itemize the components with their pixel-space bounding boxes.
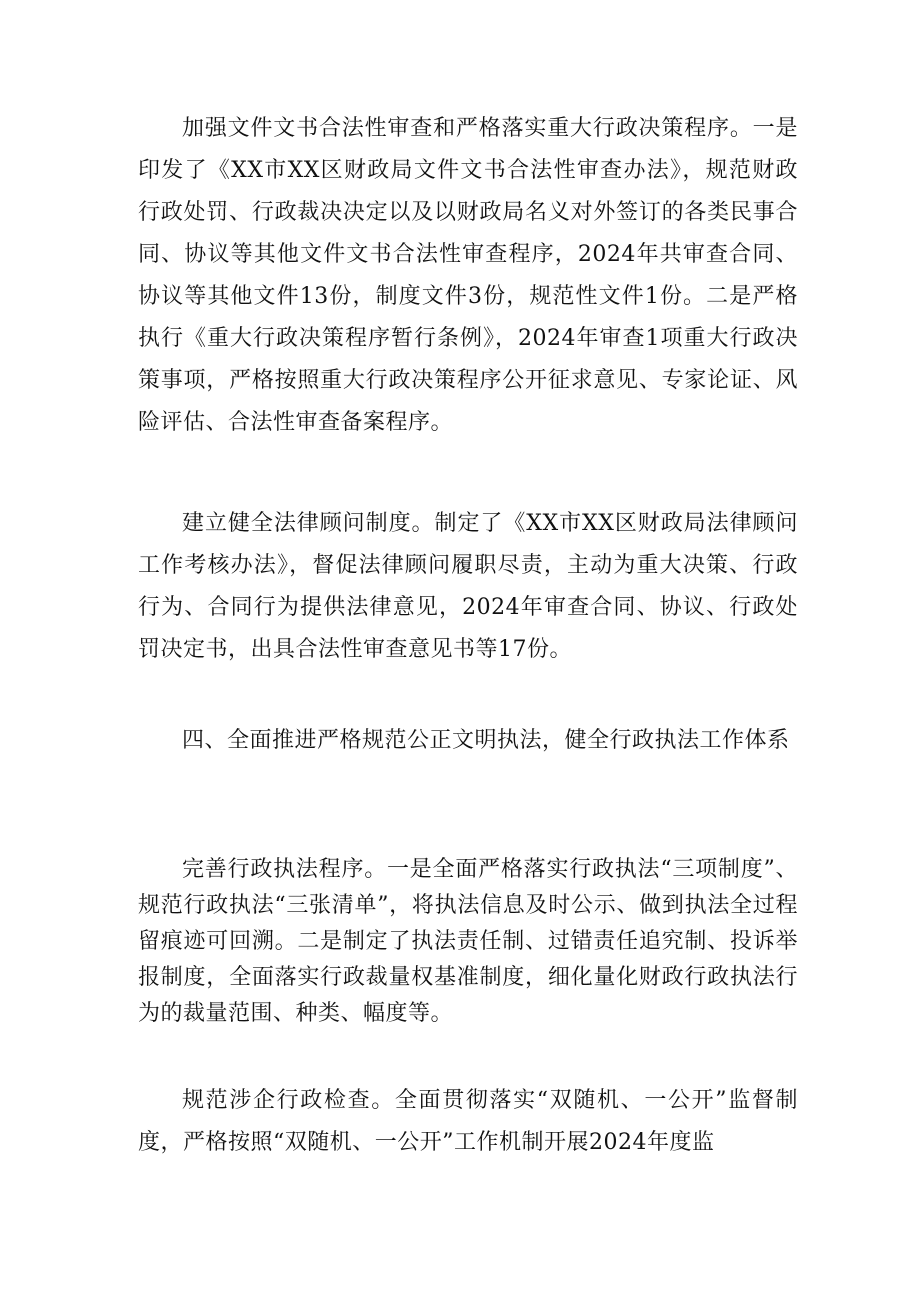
section-heading-four: 四、全面推进严格规范公正文明执法，健全行政执法工作体系	[182, 728, 790, 753]
paragraph-enterprise-inspection: 规范涉企行政检查。全面贯彻落实“双随机、一公开”监督制度，严格按照“双随机、一公开”工作机制开展2024年度监	[138, 1088, 798, 1155]
paragraph-legality-review: 加强文件文书合法性审查和严格落实重大行政决策程序。一是印发了《XX市XX区财政局文件文书合法性审查办法》，规范财政行政处罚、行政裁决决定以及以财政局名义对外签订的各类民事合同、协议等其他文件文书合法性审查程序，2024年共审查合同、协议等其他文件13份，制度文件3份，规范性文件1份。二是严格执行《重大行政决策程序暂行条例》，2024年审查1项重大行政决策事项，严格按照重大行政决策程序公开征求意见、专家论证、风险评估、合法性审查备案程序。	[138, 116, 798, 435]
paragraph-legal-counsel: 建立健全法律顾问制度。制定了《XX市XX区财政局法律顾问工作考核办法》，督促法律顾问履职尽责，主动为重大决策、行政行为、合同行为提供法律意见，2024年审查合同、协议、行政处罚决定书，出具合法性审查意见书等17份。	[138, 511, 798, 662]
paragraph-enforcement-procedure: 完善行政执法程序。一是全面严格落实行政执法“三项制度”、规范行政执法“三张清单”，将执法信息及时公示、做到执法全过程留痕迹可回溯。二是制定了执法责任制、过错责任追究制、投诉举报制度，全面落实行政裁量权基准制度，细化量化财政行政执法行为的裁量范围、种类、幅度等。	[138, 857, 798, 1026]
